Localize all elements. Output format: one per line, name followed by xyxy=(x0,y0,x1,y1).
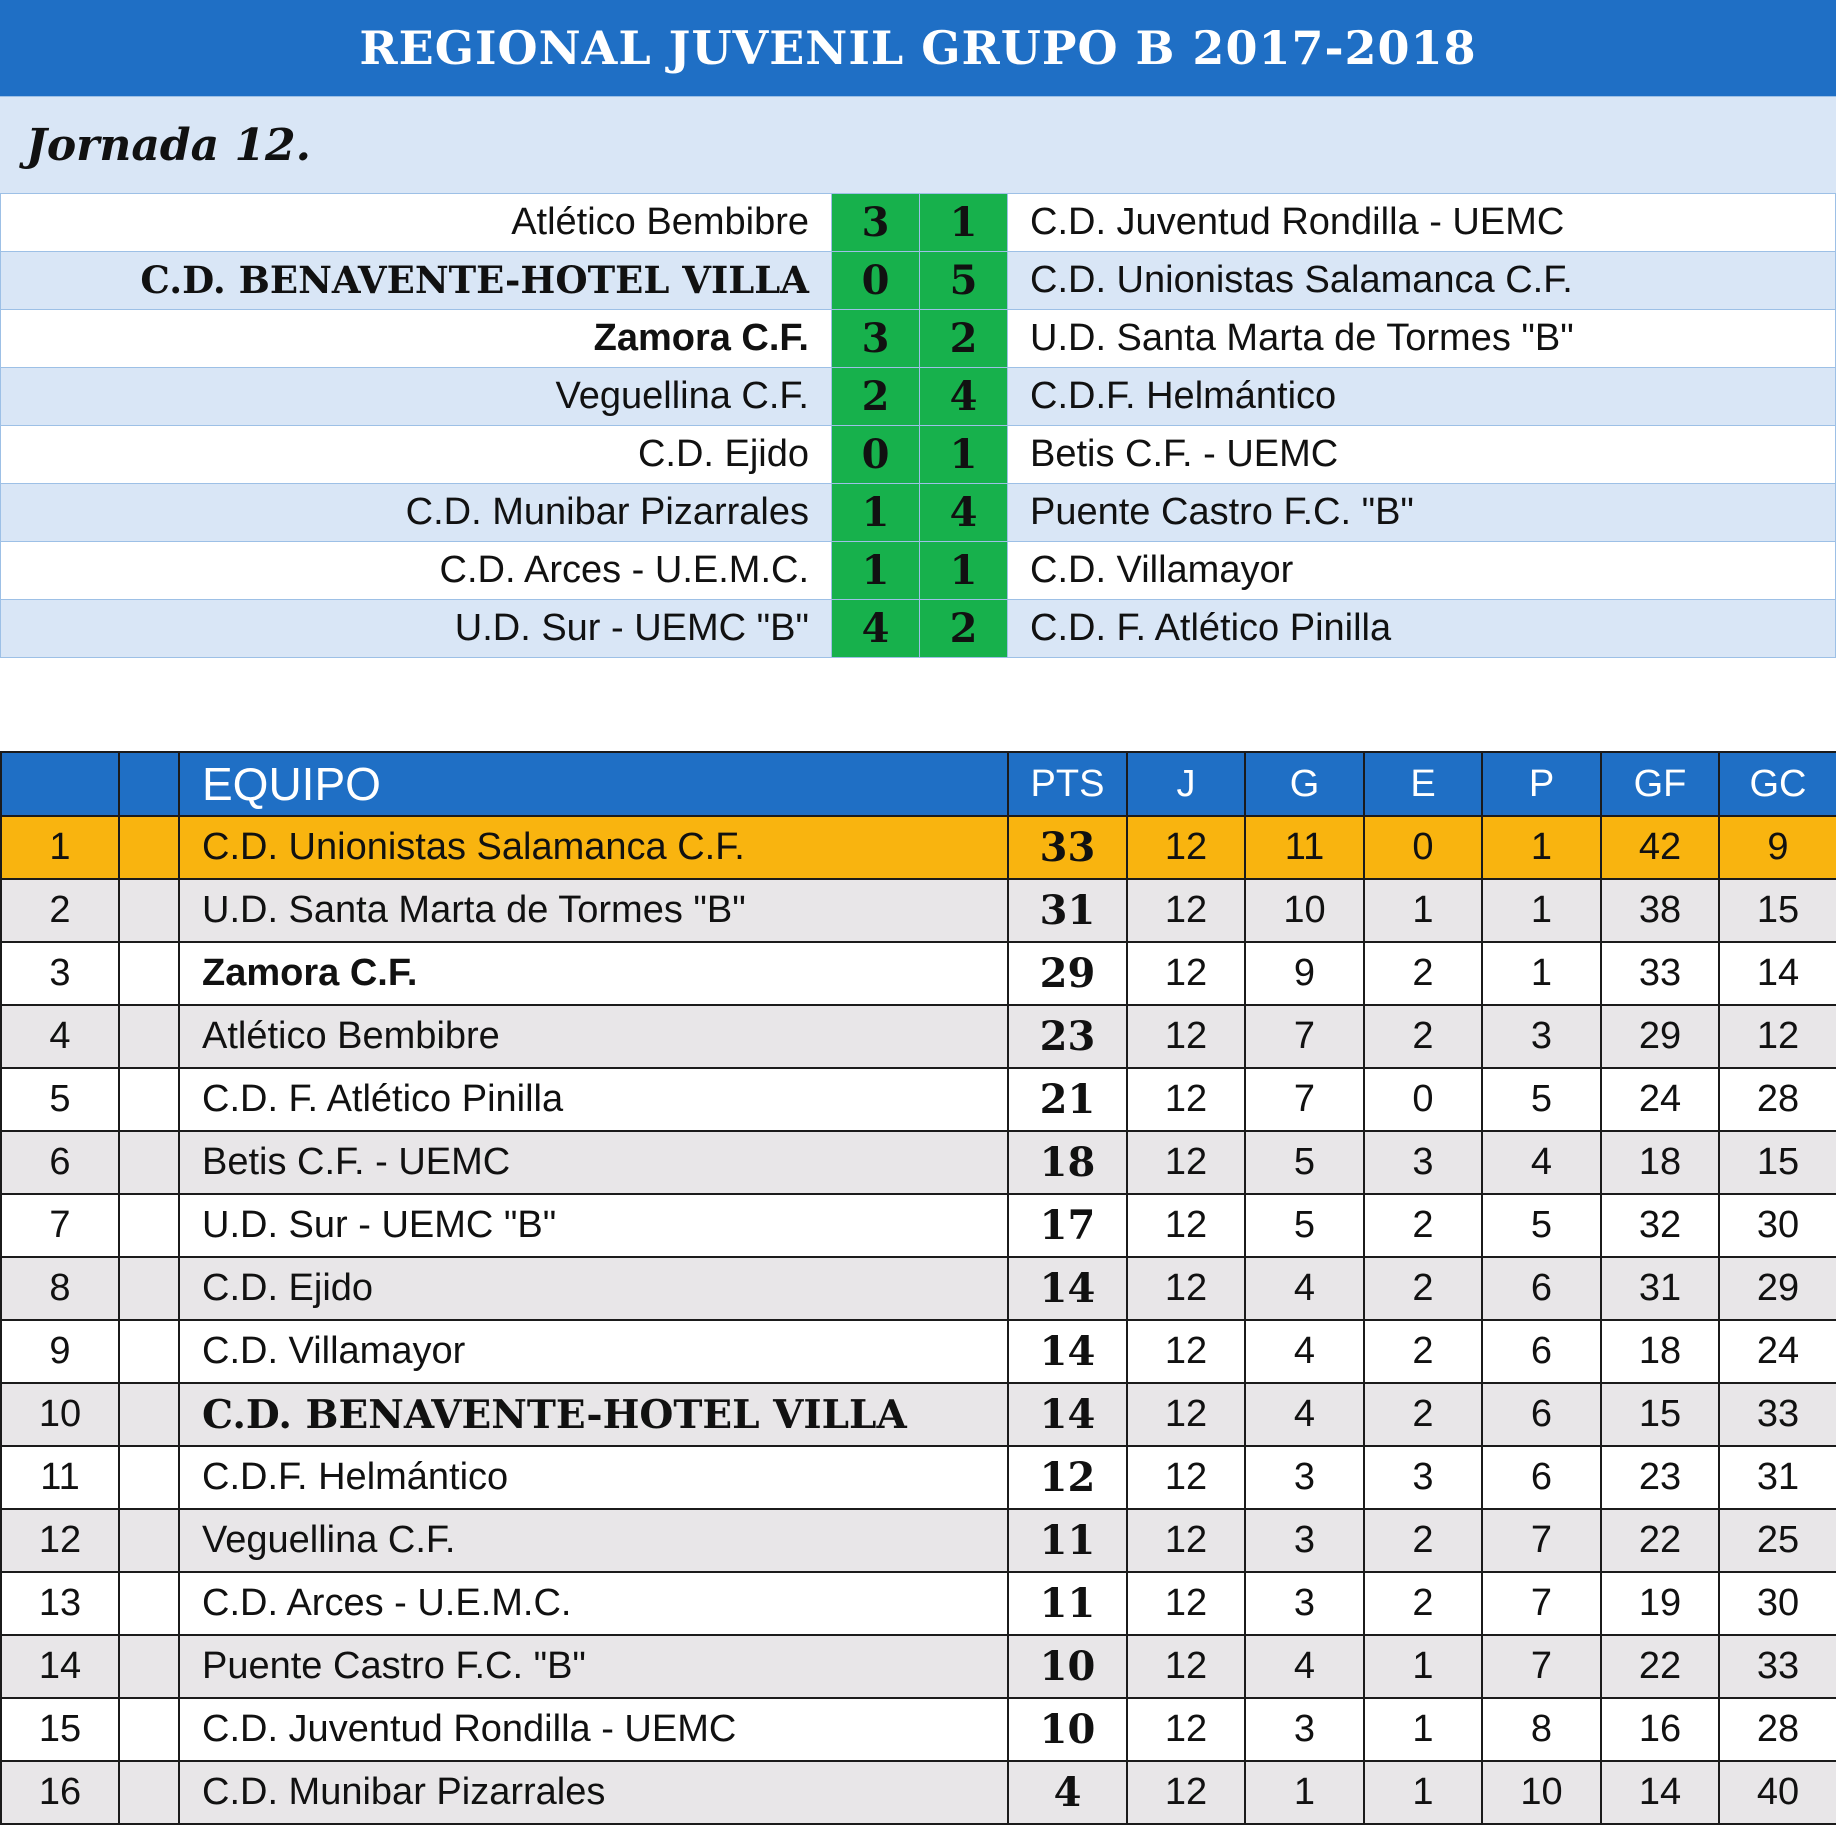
points-cell: 17 xyxy=(1008,1194,1127,1257)
home-team: Veguellina C.F. xyxy=(555,375,809,417)
goals-for-cell: 32 xyxy=(1601,1194,1719,1257)
away-score: 2 xyxy=(919,600,1007,657)
lost-cell: 5 xyxy=(1482,1068,1601,1131)
goals-against-cell: 15 xyxy=(1719,1131,1836,1194)
position-cell: 13 xyxy=(1,1572,119,1635)
goals-against-cell: 31 xyxy=(1719,1446,1836,1509)
blank-cell xyxy=(119,1131,179,1194)
home-team: U.D. Sur - UEMC "B" xyxy=(454,607,809,649)
won-cell: 4 xyxy=(1245,1257,1364,1320)
position-cell: 14 xyxy=(1,1635,119,1698)
table-row xyxy=(1,1131,1836,1194)
away-score: 5 xyxy=(919,252,1007,309)
home-score: 2 xyxy=(831,368,919,425)
lost-cell: 6 xyxy=(1482,1383,1601,1446)
position-cell: 7 xyxy=(1,1194,119,1257)
goals-against-cell: 28 xyxy=(1719,1068,1836,1131)
lost-cell: 4 xyxy=(1482,1131,1601,1194)
points-cell: 10 xyxy=(1008,1635,1127,1698)
away-score: 1 xyxy=(919,194,1007,251)
played-cell: 12 xyxy=(1127,1068,1245,1131)
goals-against-cell: 25 xyxy=(1719,1509,1836,1572)
team-cell: C.D. Unionistas Salamanca C.F. xyxy=(179,816,1008,879)
played-cell: 12 xyxy=(1127,1446,1245,1509)
table-row xyxy=(1,1068,1836,1131)
drawn-cell: 2 xyxy=(1364,1320,1482,1383)
table-row xyxy=(1,1509,1836,1572)
team-cell: C.D. Arces - U.E.M.C. xyxy=(179,1572,1008,1635)
drawn-cell: 0 xyxy=(1364,1068,1482,1131)
won-cell: 5 xyxy=(1245,1131,1364,1194)
drawn-cell: 2 xyxy=(1364,942,1482,1005)
lost-cell: 6 xyxy=(1482,1446,1601,1509)
played-cell: 12 xyxy=(1127,816,1245,879)
drawn-cell: 1 xyxy=(1364,1698,1482,1761)
lost-cell: 7 xyxy=(1482,1572,1601,1635)
away-score: 4 xyxy=(919,368,1007,425)
match-row xyxy=(0,310,1836,368)
pts-header: PTS xyxy=(1008,752,1127,816)
position-cell: 4 xyxy=(1,1005,119,1068)
home-score: 0 xyxy=(831,252,919,309)
gf-header: GF xyxy=(1601,752,1719,816)
blank-cell xyxy=(119,942,179,1005)
team-cell: Puente Castro F.C. "B" xyxy=(179,1635,1008,1698)
match-row xyxy=(0,542,1836,600)
lost-cell: 6 xyxy=(1482,1257,1601,1320)
goals-against-cell: 33 xyxy=(1719,1383,1836,1446)
goals-against-cell: 15 xyxy=(1719,879,1836,942)
away-team: C.D. Unionistas Salamanca C.F. xyxy=(1007,252,1835,309)
goals-against-cell: 28 xyxy=(1719,1698,1836,1761)
played-cell: 12 xyxy=(1127,1383,1245,1446)
goals-for-cell: 23 xyxy=(1601,1446,1719,1509)
blank-cell xyxy=(119,1761,179,1824)
position-cell: 11 xyxy=(1,1446,119,1509)
goals-for-cell: 22 xyxy=(1601,1509,1719,1572)
drawn-cell: 0 xyxy=(1364,816,1482,879)
won-cell: 4 xyxy=(1245,1635,1364,1698)
lost-cell: 7 xyxy=(1482,1509,1601,1572)
team-cell: C.D. Juventud Rondilla - UEMC xyxy=(179,1698,1008,1761)
pos-header xyxy=(1,752,119,816)
points-cell: 23 xyxy=(1008,1005,1127,1068)
team-cell: C.D. Villamayor xyxy=(179,1320,1008,1383)
home-team: C.D. Ejido xyxy=(637,433,809,475)
played-cell: 12 xyxy=(1127,1005,1245,1068)
blank-cell xyxy=(119,816,179,879)
position-cell: 5 xyxy=(1,1068,119,1131)
played-cell: 12 xyxy=(1127,1320,1245,1383)
goals-for-cell: 29 xyxy=(1601,1005,1719,1068)
team-cell: C.D. Ejido xyxy=(179,1257,1008,1320)
match-row xyxy=(0,368,1836,426)
table-row xyxy=(1,1383,1836,1446)
home-score: 1 xyxy=(831,542,919,599)
p-header: P xyxy=(1482,752,1601,816)
played-cell: 12 xyxy=(1127,1194,1245,1257)
goals-for-cell: 33 xyxy=(1601,942,1719,1005)
home-team: C.D. Munibar Pizarrales xyxy=(405,491,809,533)
points-cell: 31 xyxy=(1008,879,1127,942)
table-row xyxy=(1,1194,1836,1257)
blank-cell xyxy=(119,1635,179,1698)
won-cell: 9 xyxy=(1245,942,1364,1005)
played-cell: 12 xyxy=(1127,879,1245,942)
points-cell: 18 xyxy=(1008,1131,1127,1194)
away-team: C.D. F. Atlético Pinilla xyxy=(1007,600,1835,657)
played-cell: 12 xyxy=(1127,1635,1245,1698)
goals-against-cell: 9 xyxy=(1719,816,1836,879)
home-team: Zamora C.F. xyxy=(593,317,809,359)
lost-cell: 1 xyxy=(1482,816,1601,879)
goals-for-cell: 14 xyxy=(1601,1761,1719,1824)
lost-cell: 5 xyxy=(1482,1194,1601,1257)
won-cell: 10 xyxy=(1245,879,1364,942)
home-score: 3 xyxy=(831,310,919,367)
won-cell: 3 xyxy=(1245,1698,1364,1761)
goals-for-cell: 42 xyxy=(1601,816,1719,879)
team-cell: U.D. Santa Marta de Tormes "B" xyxy=(179,879,1008,942)
blank-cell xyxy=(119,1194,179,1257)
points-cell: 4 xyxy=(1008,1761,1127,1824)
team-cell: C.D. BENAVENTE-HOTEL VILLA xyxy=(179,1383,1008,1446)
goals-against-cell: 30 xyxy=(1719,1194,1836,1257)
away-score: 1 xyxy=(919,542,1007,599)
blank-cell xyxy=(119,1383,179,1446)
points-cell: 21 xyxy=(1008,1068,1127,1131)
team-cell: Betis C.F. - UEMC xyxy=(179,1131,1008,1194)
points-cell: 10 xyxy=(1008,1698,1127,1761)
played-cell: 12 xyxy=(1127,1509,1245,1572)
away-team: C.D. Juventud Rondilla - UEMC xyxy=(1007,194,1835,251)
away-team: U.D. Santa Marta de Tormes "B" xyxy=(1007,310,1835,367)
match-row xyxy=(0,484,1836,542)
away-team: Betis C.F. - UEMC xyxy=(1007,426,1835,483)
away-score: 1 xyxy=(919,426,1007,483)
played-cell: 12 xyxy=(1127,1131,1245,1194)
away-team: Puente Castro F.C. "B" xyxy=(1007,484,1835,541)
won-cell: 3 xyxy=(1245,1509,1364,1572)
e-header: E xyxy=(1364,752,1482,816)
matchday-label: Jornada 12. xyxy=(0,97,1836,194)
home-score: 1 xyxy=(831,484,919,541)
table-row xyxy=(1,1257,1836,1320)
table-row xyxy=(1,942,1836,1005)
lost-cell: 7 xyxy=(1482,1635,1601,1698)
drawn-cell: 2 xyxy=(1364,1005,1482,1068)
blank-cell xyxy=(119,1446,179,1509)
won-cell: 5 xyxy=(1245,1194,1364,1257)
goals-for-cell: 24 xyxy=(1601,1068,1719,1131)
blank-cell xyxy=(119,1005,179,1068)
table-row xyxy=(1,1005,1836,1068)
blank-cell xyxy=(119,1698,179,1761)
position-cell: 10 xyxy=(1,1383,119,1446)
lost-cell: 1 xyxy=(1482,942,1601,1005)
drawn-cell: 1 xyxy=(1364,1635,1482,1698)
position-cell: 15 xyxy=(1,1698,119,1761)
position-cell: 9 xyxy=(1,1320,119,1383)
lost-cell: 1 xyxy=(1482,879,1601,942)
goals-for-cell: 19 xyxy=(1601,1572,1719,1635)
goals-for-cell: 22 xyxy=(1601,1635,1719,1698)
points-cell: 12 xyxy=(1008,1446,1127,1509)
played-cell: 12 xyxy=(1127,1257,1245,1320)
goals-against-cell: 33 xyxy=(1719,1635,1836,1698)
table-row xyxy=(1,1698,1836,1761)
equipo-header: EQUIPO xyxy=(179,752,1008,816)
points-cell: 29 xyxy=(1008,942,1127,1005)
drawn-cell: 3 xyxy=(1364,1131,1482,1194)
drawn-cell: 2 xyxy=(1364,1509,1482,1572)
table-row xyxy=(1,879,1836,942)
drawn-cell: 2 xyxy=(1364,1383,1482,1446)
goals-for-cell: 16 xyxy=(1601,1698,1719,1761)
home-team: Atlético Bembibre xyxy=(511,201,809,243)
home-score: 3 xyxy=(831,194,919,251)
table-row xyxy=(1,1761,1836,1824)
won-cell: 11 xyxy=(1245,816,1364,879)
away-score: 2 xyxy=(919,310,1007,367)
blank-cell xyxy=(119,879,179,942)
goals-for-cell: 31 xyxy=(1601,1257,1719,1320)
home-score: 4 xyxy=(831,600,919,657)
team-cell: Atlético Bembibre xyxy=(179,1005,1008,1068)
goals-for-cell: 38 xyxy=(1601,879,1719,942)
team-cell: Veguellina C.F. xyxy=(179,1509,1008,1572)
j-header: J xyxy=(1127,752,1245,816)
match-row xyxy=(0,600,1836,658)
played-cell: 12 xyxy=(1127,1572,1245,1635)
points-cell: 14 xyxy=(1008,1320,1127,1383)
position-cell: 12 xyxy=(1,1509,119,1572)
won-cell: 7 xyxy=(1245,1005,1364,1068)
position-cell: 1 xyxy=(1,816,119,879)
points-cell: 11 xyxy=(1008,1572,1127,1635)
g-header: G xyxy=(1245,752,1364,816)
table-row xyxy=(1,816,1836,879)
goals-against-cell: 29 xyxy=(1719,1257,1836,1320)
home-team: C.D. BENAVENTE-HOTEL VILLA xyxy=(140,258,809,302)
away-team: C.D.F. Helmántico xyxy=(1007,368,1835,425)
lost-cell: 10 xyxy=(1482,1761,1601,1824)
goals-for-cell: 15 xyxy=(1601,1383,1719,1446)
goals-for-cell: 18 xyxy=(1601,1320,1719,1383)
blank-cell xyxy=(119,1572,179,1635)
table-row xyxy=(1,1320,1836,1383)
points-cell: 33 xyxy=(1008,816,1127,879)
home-score: 0 xyxy=(831,426,919,483)
away-team: C.D. Villamayor xyxy=(1007,542,1835,599)
blank-cell xyxy=(119,1509,179,1572)
gc-header: GC xyxy=(1719,752,1836,816)
played-cell: 12 xyxy=(1127,1698,1245,1761)
table-row xyxy=(1,1572,1836,1635)
standings-header-row xyxy=(1,752,1836,816)
blank-cell xyxy=(119,1068,179,1131)
lost-cell: 8 xyxy=(1482,1698,1601,1761)
won-cell: 4 xyxy=(1245,1383,1364,1446)
competition-title: REGIONAL JUVENIL GRUPO B 2017-2018 xyxy=(0,0,1836,97)
home-team: C.D. Arces - U.E.M.C. xyxy=(439,549,809,591)
position-cell: 16 xyxy=(1,1761,119,1824)
standings-table xyxy=(0,751,1836,1825)
position-cell: 3 xyxy=(1,942,119,1005)
goals-against-cell: 24 xyxy=(1719,1320,1836,1383)
position-cell: 6 xyxy=(1,1131,119,1194)
drawn-cell: 2 xyxy=(1364,1572,1482,1635)
results-section xyxy=(0,0,1836,658)
drawn-cell: 1 xyxy=(1364,879,1482,942)
drawn-cell: 2 xyxy=(1364,1194,1482,1257)
drawn-cell: 1 xyxy=(1364,1761,1482,1824)
match-row xyxy=(0,252,1836,310)
standings-body xyxy=(1,816,1836,1824)
position-cell: 2 xyxy=(1,879,119,942)
played-cell: 12 xyxy=(1127,942,1245,1005)
points-cell: 14 xyxy=(1008,1257,1127,1320)
drawn-cell: 2 xyxy=(1364,1257,1482,1320)
played-cell: 12 xyxy=(1127,1761,1245,1824)
blank-cell xyxy=(119,1257,179,1320)
won-cell: 4 xyxy=(1245,1320,1364,1383)
lost-cell: 3 xyxy=(1482,1005,1601,1068)
won-cell: 3 xyxy=(1245,1446,1364,1509)
team-cell: Zamora C.F. xyxy=(179,942,1008,1005)
goals-against-cell: 14 xyxy=(1719,942,1836,1005)
points-cell: 14 xyxy=(1008,1383,1127,1446)
drawn-cell: 3 xyxy=(1364,1446,1482,1509)
goals-against-cell: 12 xyxy=(1719,1005,1836,1068)
match-row xyxy=(0,426,1836,484)
team-cell: U.D. Sur - UEMC "B" xyxy=(179,1194,1008,1257)
team-cell: C.D. F. Atlético Pinilla xyxy=(179,1068,1008,1131)
team-cell: C.D.F. Helmántico xyxy=(179,1446,1008,1509)
lost-cell: 6 xyxy=(1482,1320,1601,1383)
position-cell: 8 xyxy=(1,1257,119,1320)
won-cell: 1 xyxy=(1245,1761,1364,1824)
points-cell: 11 xyxy=(1008,1509,1127,1572)
away-score: 4 xyxy=(919,484,1007,541)
won-cell: 3 xyxy=(1245,1572,1364,1635)
goals-against-cell: 40 xyxy=(1719,1761,1836,1824)
blank-header xyxy=(119,752,179,816)
goals-for-cell: 18 xyxy=(1601,1131,1719,1194)
won-cell: 7 xyxy=(1245,1068,1364,1131)
table-row xyxy=(1,1635,1836,1698)
match-row xyxy=(0,194,1836,252)
blank-cell xyxy=(119,1320,179,1383)
table-row xyxy=(1,1446,1836,1509)
goals-against-cell: 30 xyxy=(1719,1572,1836,1635)
team-cell: C.D. Munibar Pizarrales xyxy=(179,1761,1008,1824)
